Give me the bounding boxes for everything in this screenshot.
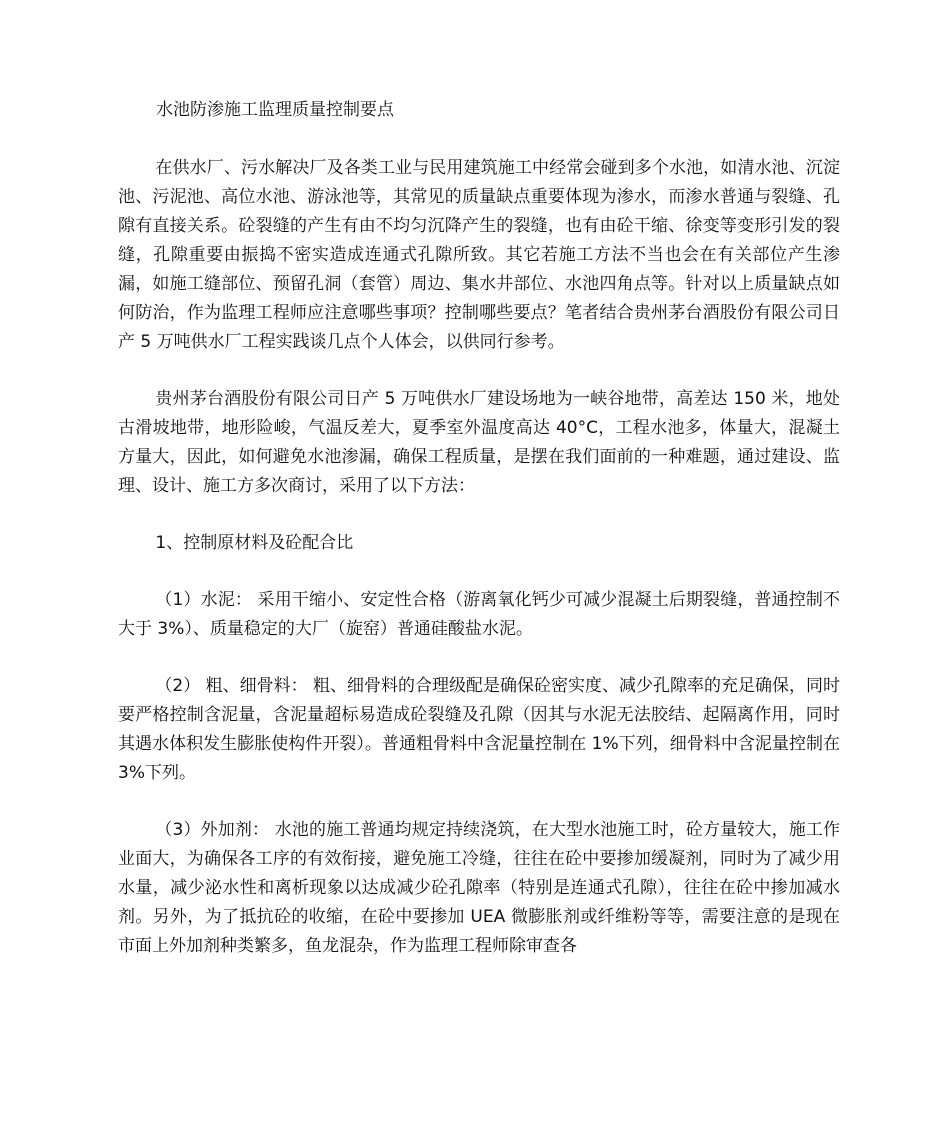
- spacer: [118, 644, 840, 672]
- paragraph-project-background: 贵州茅台酒股份有限公司日产 5 万吨供水厂建设场地为一峡谷地带，高差达 150 米，地处古滑坡地带，地形险峻，气温反差大，夏季室外温度高达 40°C，工程水池多，体量大，混凝土方量大，因此，如何避免水池渗漏，确保工程质量，是摆在我们面前的一种难题，通过建设、监理、设计、施工方多次商讨，采用了以下方法：: [118, 389, 840, 496]
- paragraph-intro: 在供水厂、污水解决厂及各类工业与民用建筑施工中经常会碰到多个水池，如清水池、沉淀池、污泥池、高位水池、游泳池等，其常见的质量缺点重要体现为渗水，而渗水普通与裂缝、孔隙有直接关系。砼裂缝的产生有由不均匀沉降产生的裂缝，也有由砼干缩、徐变等变形引发的裂缝，孔隙重要由振捣不密实造成连通式孔隙所致。其它若施工方法不当也会在有关部位产生渗漏，如施工缝部位、预留孔洞（套管）周边、集水井部位、水池四角点等。针对以上质量缺点如何防治，作为监理工程师应注意哪些事项？控制哪些要点？笔者结合贵州茅台酒股份有限公司日产 5 万吨供水厂工程实践谈几点个人体会，以供同行参考。: [118, 158, 840, 352]
- document-page: [118, 96, 840, 961]
- section-heading-materials: 1、控制原材料及砼配合比: [155, 533, 354, 553]
- paragraph-aggregates: （2） 粗、细骨料： 粗、细骨料的合理级配是确保砼密实度、减少孔隙率的充足确保，同时要严格控制含泥量，含泥量超标易造成砼裂缝及孔隙（因其与水泥无法胶结、起隔离作用，同时其遇水体积发生膨胀使构件开裂）。普通粗骨料中含泥量控制在 1%下列，细骨料中含泥量控制在 3%下列。: [118, 676, 841, 783]
- paragraph-cement: （1）水泥： 采用干缩小、安定性合格（游离氧化钙少可减少混凝土后期裂缝，普通控制不大于 3%）、质量稳定的大厂（旋窑）普通硅酸盐水泥。: [118, 590, 840, 639]
- spacer: [118, 125, 840, 154]
- spacer: [118, 501, 840, 529]
- spacer: [118, 357, 840, 385]
- document-title: 水池防渗施工监理质量控制要点: [156, 100, 394, 120]
- spacer: [118, 558, 840, 586]
- paragraph-admixtures: （3）外加剂： 水池的施工普通均规定持续浇筑，在大型水池施工时，砼方量较大，施工作业面大，为确保各工序的有效衔接，避免施工冷缝，往往在砼中要掺加缓凝剂，同时为了减少用水量，减少泌水性和离析现象以达成减少砼孔隙率（特别是连通式孔隙），往往在砼中掺加减水剂。另外，为了抵抗砼的收缩，在砼中要掺加 UEA 微膨胀剂或纤维粉等等，需要注意的是现在市面上外加剂种类繁多，鱼龙混杂，作为监理工程师除审查各: [118, 820, 840, 956]
- spacer: [118, 788, 840, 816]
